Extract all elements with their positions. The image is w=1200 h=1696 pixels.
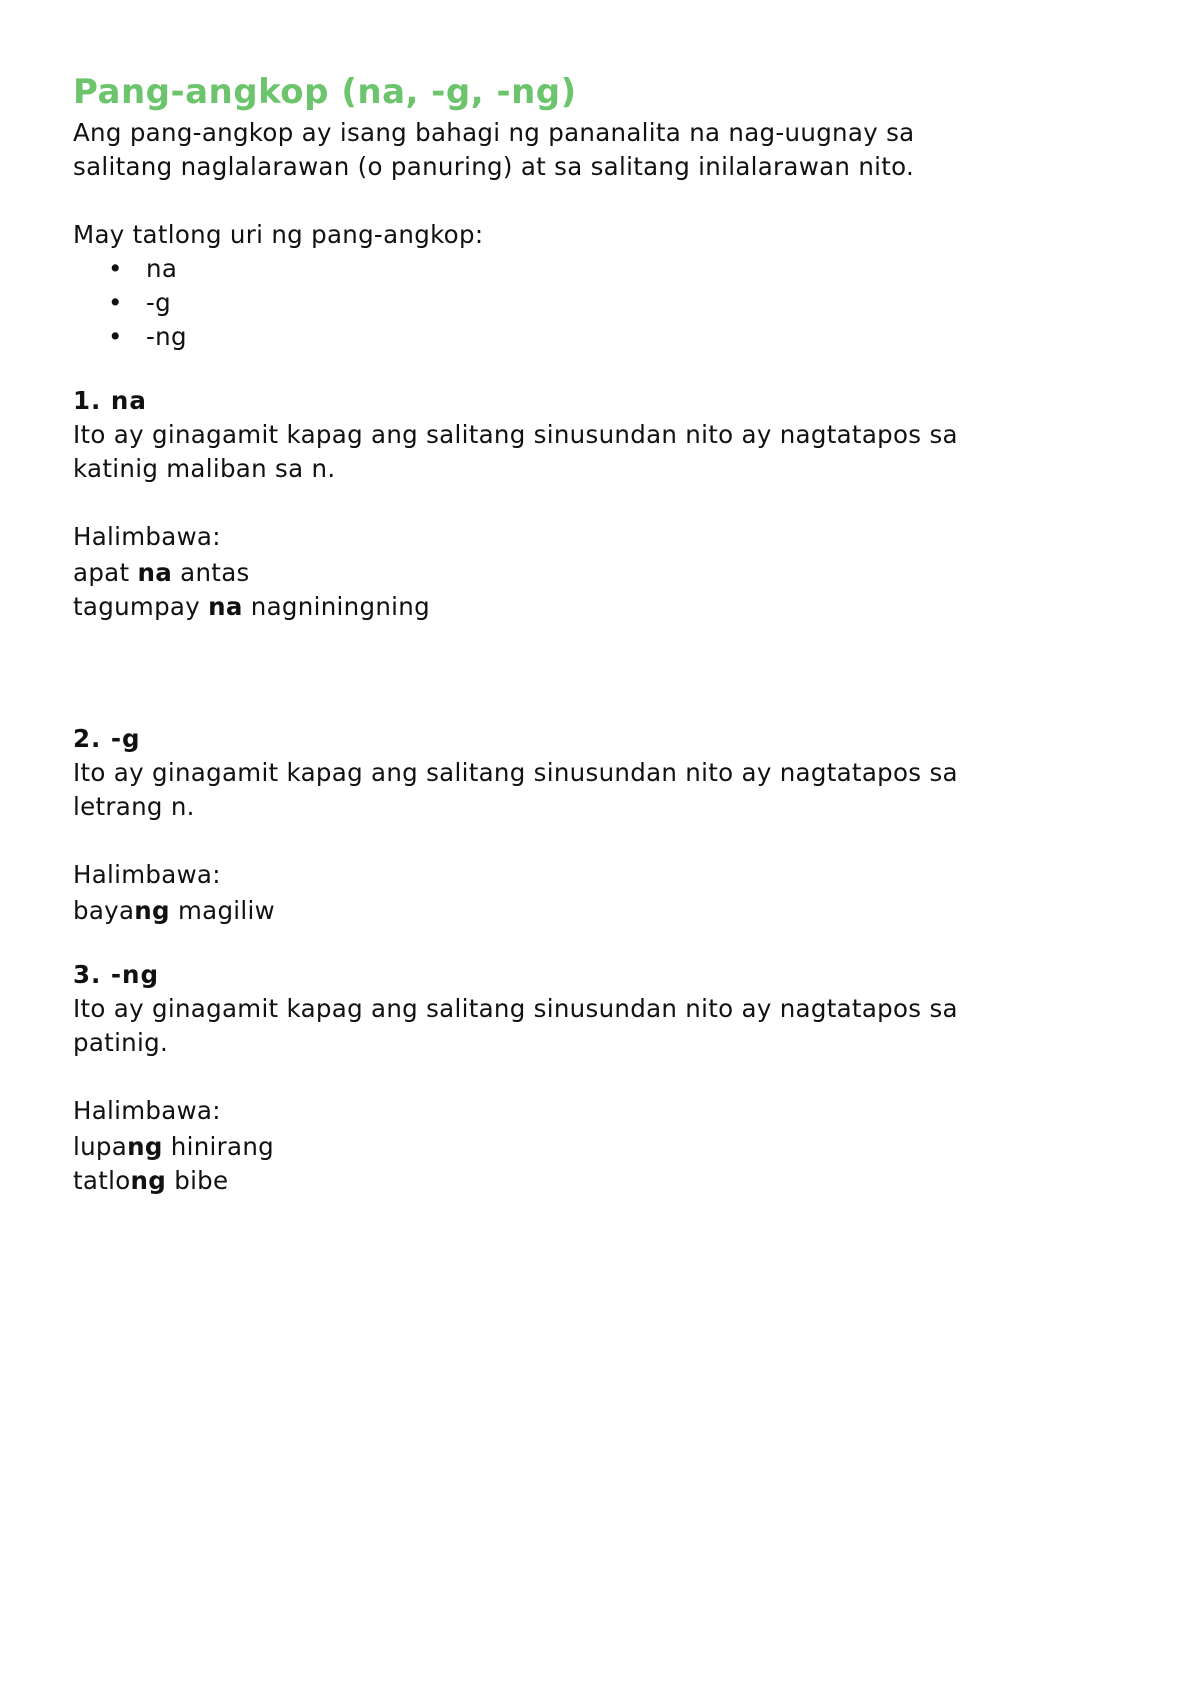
page-title: Pang-angkop (na, -g, -ng) bbox=[73, 72, 577, 112]
section-desc-line: katinig maliban sa n. bbox=[73, 454, 336, 483]
example-phrase bbox=[73, 556, 1133, 590]
types-intro: May tatlong uri ng pang-angkop: bbox=[73, 220, 484, 249]
bullet-icon: • bbox=[108, 322, 123, 351]
intro-line-1: Ang pang-angkop ay isang bahagi ng pananalita na nag-uugnay sa bbox=[73, 118, 915, 147]
example-label: Halimbawa: bbox=[73, 860, 221, 889]
example-pre: tatlo bbox=[73, 1166, 131, 1195]
example-pre: baya bbox=[73, 896, 135, 925]
intro-line-2: salitang naglalarawan (o panuring) at sa salitang inilalarawan nito. bbox=[73, 152, 915, 181]
example-affix: ng bbox=[134, 896, 170, 925]
list-item bbox=[73, 320, 1133, 354]
section-heading: 2. -g bbox=[73, 724, 141, 753]
section-heading: 1. na bbox=[73, 386, 147, 415]
section-desc-line: patinig. bbox=[73, 1028, 169, 1057]
example-label: Halimbawa: bbox=[73, 1096, 221, 1125]
example-post: hinirang bbox=[162, 1132, 275, 1161]
section-desc-line: Ito ay ginagamit kapag ang salitang sinusundan nito ay nagtatapos sa bbox=[73, 420, 958, 449]
example-affix: ng bbox=[127, 1132, 163, 1161]
document-page bbox=[73, 70, 1133, 1198]
types-list bbox=[73, 252, 1133, 354]
example-post: bibe bbox=[166, 1166, 229, 1195]
example-post: nagniningning bbox=[242, 592, 430, 621]
list-item-label: na bbox=[146, 254, 178, 283]
example-pre: tagumpay bbox=[73, 592, 209, 621]
example-post: antas bbox=[172, 558, 250, 587]
example-phrase bbox=[73, 1164, 1133, 1198]
example-affix: ng bbox=[130, 1166, 167, 1195]
example-post: magiliw bbox=[169, 896, 275, 925]
example-phrase bbox=[73, 894, 1133, 928]
list-item bbox=[73, 252, 1133, 286]
example-affix: na bbox=[137, 558, 173, 587]
example-phrase bbox=[73, 590, 1133, 624]
section-heading: 3. -ng bbox=[73, 960, 160, 989]
bullet-icon: • bbox=[108, 288, 123, 317]
example-label: Halimbawa: bbox=[73, 522, 221, 551]
section-desc-line: Ito ay ginagamit kapag ang salitang sinusundan nito ay nagtatapos sa bbox=[73, 994, 958, 1023]
list-item bbox=[73, 286, 1133, 320]
example-affix: na bbox=[208, 592, 243, 621]
example-pre: lupa bbox=[73, 1132, 128, 1161]
section-desc-line: letrang n. bbox=[73, 792, 195, 821]
example-phrase bbox=[73, 1130, 1133, 1164]
bullet-icon: • bbox=[108, 254, 123, 283]
list-item-label: -g bbox=[146, 288, 171, 317]
list-item-label: -ng bbox=[146, 322, 187, 351]
example-pre: apat bbox=[73, 558, 138, 587]
section-desc-line: Ito ay ginagamit kapag ang salitang sinusundan nito ay nagtatapos sa bbox=[73, 758, 958, 787]
